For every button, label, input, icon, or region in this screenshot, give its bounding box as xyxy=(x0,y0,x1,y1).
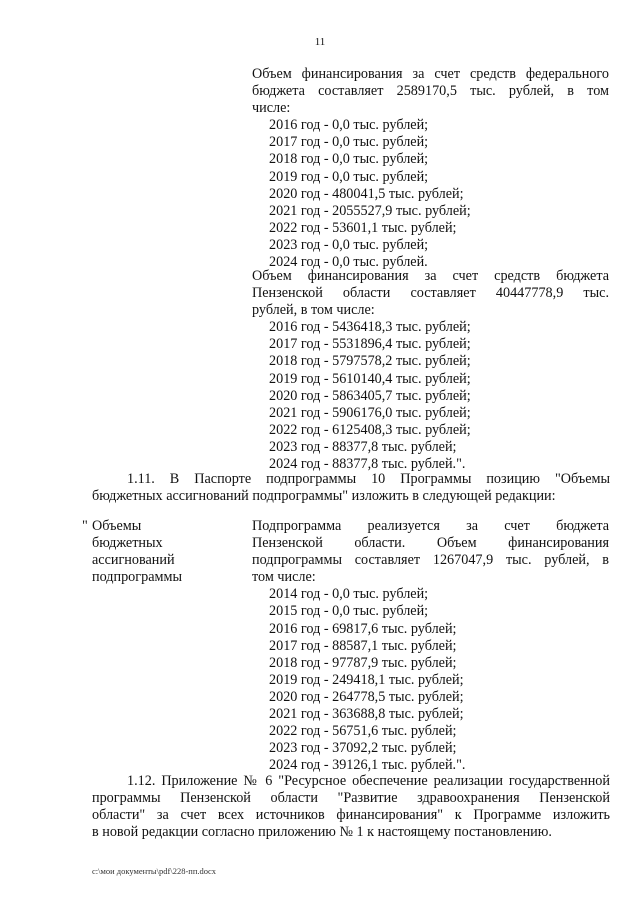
year-line: 2018 год - 97787,9 тыс. рублей; xyxy=(269,654,457,671)
text-line: области" за счет всех источников финансирования" к Программе изложить xyxy=(92,807,610,824)
paragraph-1-12 xyxy=(92,773,610,841)
page-number: 11 xyxy=(314,36,326,48)
text-line: программы Пензенской области "Развитие здравоохранения Пензенской xyxy=(92,790,610,807)
year-line: 2024 год - 39126,1 тыс. рублей.". xyxy=(269,757,466,774)
year-line: 2021 год - 2055527,9 тыс. рублей; xyxy=(269,202,471,219)
year-line: 2022 год - 53601,1 тыс. рублей; xyxy=(269,219,457,236)
text-line: Подпрограмма реализуется за счет бюджета xyxy=(252,518,609,534)
federal-funding-block xyxy=(252,66,609,271)
table-left-cell xyxy=(92,518,242,586)
text-line: числе: xyxy=(252,100,291,117)
year-line: 2020 год - 264778,5 тыс. рублей; xyxy=(269,688,464,705)
year-line: 2023 год - 88377,8 тыс. рублей; xyxy=(269,438,457,455)
year-line: 2019 год - 5610140,4 тыс. рублей; xyxy=(269,370,471,387)
opening-quote: " xyxy=(82,518,88,534)
text-line: 1.12. Приложение № 6 "Ресурсное обеспечение реализации государственной xyxy=(127,773,610,789)
year-line: 2014 год - 0,0 тыс. рублей; xyxy=(269,586,429,603)
year-line: 2023 год - 37092,2 тыс. рублей; xyxy=(269,740,457,757)
text-line: подпрограммы составляет 1267047,9 тыс. рублей, в xyxy=(252,552,609,569)
year-line: 2018 год - 0,0 тыс. рублей; xyxy=(269,151,429,168)
year-line: 2024 год - 88377,8 тыс. рублей.". xyxy=(269,456,466,473)
year-line: 2024 год - 0,0 тыс. рублей. xyxy=(269,254,428,271)
year-line: 2016 год - 0,0 тыс. рублей; xyxy=(269,117,429,134)
text-line: 1.11. В Паспорте подпрограммы 10 Программы позицию "Объемы xyxy=(127,471,610,487)
year-line: 2020 год - 480041,5 тыс. рублей; xyxy=(269,185,464,202)
regional-funding-block xyxy=(252,268,609,473)
text-line: в новой редакции согласно приложению № 1 к настоящему постановлению. xyxy=(92,824,552,841)
paragraph-1-11 xyxy=(92,471,610,505)
year-line: 2017 год - 5531896,4 тыс. рублей; xyxy=(269,336,471,353)
text-line: рублей, в том числе: xyxy=(252,302,375,319)
year-line: 2022 год - 6125408,3 тыс. рублей; xyxy=(269,421,471,438)
text-line: бюджетных xyxy=(92,535,163,552)
text-line: Пензенской области. Объем финансирования xyxy=(252,535,609,552)
year-line: 2017 год - 88587,1 тыс. рублей; xyxy=(269,637,457,654)
year-line: 2016 год - 5436418,3 тыс. рублей; xyxy=(269,319,471,336)
year-line: 2019 год - 0,0 тыс. рублей; xyxy=(269,168,429,185)
year-line: 2020 год - 5863405,7 тыс. рублей; xyxy=(269,387,471,404)
year-line: 2018 год - 5797578,2 тыс. рублей; xyxy=(269,353,471,370)
year-line: 2023 год - 0,0 тыс. рублей; xyxy=(269,236,429,253)
year-line: 2017 год - 0,0 тыс. рублей; xyxy=(269,134,429,151)
table-right-cell xyxy=(252,518,609,774)
year-line: 2016 год - 69817,6 тыс. рублей; xyxy=(269,620,457,637)
year-line: 2022 год - 56751,6 тыс. рублей; xyxy=(269,723,457,740)
text-line: ассигнований xyxy=(92,552,175,569)
text-line: бюджета составляет 2589170,5 тыс. рублей, в том xyxy=(252,83,609,100)
year-line: 2015 год - 0,0 тыс. рублей; xyxy=(269,603,429,620)
file-path-footer: c:\мои документы\pdf\228-пп.docx xyxy=(92,866,217,876)
text-line: подпрограммы xyxy=(92,569,182,586)
text-line: Объем финансирования за счет средств бюджета xyxy=(252,268,609,284)
text-line: Объем финансирования за счет средств федерального xyxy=(252,66,609,82)
year-line: 2019 год - 249418,1 тыс. рублей; xyxy=(269,671,464,688)
year-line: 2021 год - 363688,8 тыс. рублей; xyxy=(269,706,464,723)
text-line: бюджетных ассигнований подпрограммы" изложить в следующей редакции: xyxy=(92,488,556,505)
text-line: том числе: xyxy=(252,569,316,586)
year-line: 2021 год - 5906176,0 тыс. рублей; xyxy=(269,404,471,421)
text-line: Пензенской области составляет 40447778,9 тыс. xyxy=(252,285,609,302)
text-line: Объемы xyxy=(92,518,142,534)
